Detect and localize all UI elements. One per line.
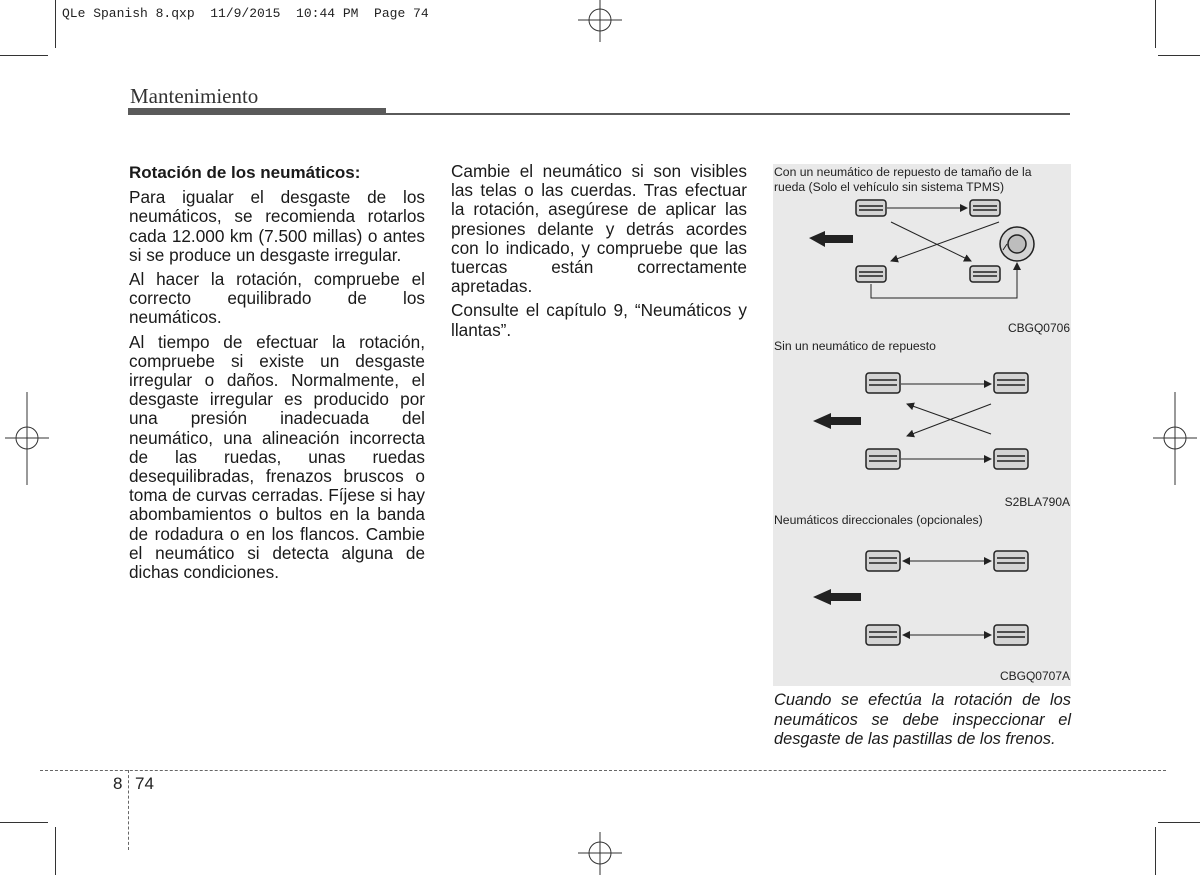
spare-wheel-icon: [1000, 227, 1034, 261]
figure-caption: Cuando se efectúa la rotación de los neumáticos se debe inspeccionar el desgaste de las pastillas de los frenos.: [774, 691, 1071, 748]
rotation-diagram-directional: [773, 512, 1071, 686]
rotation-arrows: [903, 561, 991, 635]
header-rule-thick: [128, 108, 386, 115]
tire-icon: [866, 551, 1028, 645]
forward-arrow-icon: [813, 589, 861, 605]
footer-divider: [40, 770, 1166, 771]
forward-arrow-icon: [809, 231, 853, 247]
text-column-1: [129, 163, 425, 587]
header-rule-thin: [386, 113, 1070, 115]
paragraph: Consulte el capítulo 9, “Neumáticos y llantas”.: [451, 300, 747, 340]
figure-code: CBGQ0706: [1007, 321, 1070, 335]
figure-directional-tires: [773, 512, 1071, 686]
paragraph: Cambie el neumático si son visibles las telas o las cuerdas. Tras efectuar la rotación, asegúrese de aplicar las presiones delante y detrás acordes con lo indicado, y compruebe que las tuercas están correctamente apretadas.: [451, 161, 747, 297]
footer-divider-vertical: [128, 770, 129, 850]
section-title: Mantenimiento: [130, 84, 259, 108]
figure-title: Con un neumático de repuesto de tamaño de la rueda (Solo el vehículo sin sistema TPMS): [774, 165, 1032, 194]
figure-rotation-no-spare: [773, 338, 1071, 512]
tire-icon: [856, 200, 1000, 282]
figure-title: Neumáticos direccionales (opcionales): [774, 513, 983, 527]
figure-code: CBGQ0707A: [999, 669, 1070, 683]
rotation-arrows: [871, 208, 1017, 298]
forward-arrow-icon: [813, 413, 861, 429]
print-slug: QLe Spanish 8.qxp 11/9/2015 10:44 PM Page 74: [62, 6, 429, 21]
figure-code: S2BLA790A: [1004, 495, 1070, 509]
text-column-2: [451, 162, 747, 345]
chapter-number: 8: [113, 774, 123, 793]
paragraph: Al tiempo de efectuar la rotación, compruebe si existe un desgaste irregular o daños. Normalmente, el desgaste irregular es producido por una presión inadecuada del neumático, una alineación incorrecta de las ruedas, unas ruedas desequilibradas, frenazos bruscos o toma de curvas cerradas. Fíjese si hay abombamientos o bultos en la banda de rodadura o en los flancos. Cambie el neumático si detecta alguna de dichas condiciones.: [129, 331, 425, 583]
figure-rotation-with-spare: [773, 164, 1071, 338]
rotation-arrows: [901, 384, 991, 459]
section-heading: Rotación de los neumáticos:: [129, 163, 361, 182]
paragraph: Al hacer la rotación, compruebe el correcto equilibrado de los neumáticos.: [129, 269, 425, 328]
rotation-diagram-no-spare: [773, 338, 1071, 512]
page-number: 74: [135, 774, 154, 793]
paragraph: Para igualar el desgaste de los neumáticos, se recomienda rotarlos cada 12.000 km (7.500 millas) o antes si se produce un desgaste irregular.: [129, 187, 425, 265]
figure-title: Sin un neumático de repuesto: [774, 339, 936, 353]
